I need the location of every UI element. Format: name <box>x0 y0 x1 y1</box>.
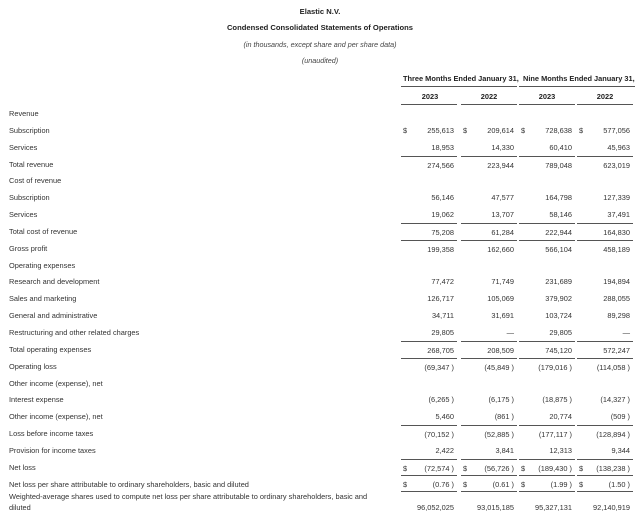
cell-value: — <box>506 327 514 337</box>
value-cell <box>519 189 575 206</box>
value-cell <box>461 492 517 518</box>
cell-value: (114,058 ) <box>596 362 630 372</box>
value-cell <box>461 307 517 324</box>
row-label: Total revenue <box>9 159 54 169</box>
table-row <box>0 425 640 442</box>
value-cell <box>519 442 575 459</box>
cell-value: 223,944 <box>487 160 514 170</box>
cell-value: (509 ) <box>610 412 630 422</box>
table-row <box>0 122 640 139</box>
value-cell <box>461 105 517 122</box>
cell-value: 2,422 <box>435 445 454 455</box>
value-cell <box>401 476 457 493</box>
cell-value: 77,472 <box>431 277 454 287</box>
value-cell <box>401 189 457 206</box>
table-row <box>0 324 640 341</box>
cell-value: 89,298 <box>607 311 630 321</box>
value-cell <box>577 358 633 375</box>
currency-symbol: $ <box>463 463 468 473</box>
value-cell <box>519 341 575 358</box>
value-cell <box>401 442 457 459</box>
value-cell <box>461 172 517 189</box>
row-label: Subscription <box>9 125 50 135</box>
cell-value: 56,146 <box>431 193 454 203</box>
value-cell <box>519 273 575 290</box>
currency-symbol: $ <box>403 125 408 135</box>
table-row <box>0 476 640 493</box>
cell-value: 29,805 <box>431 327 454 337</box>
cell-value: 255,613 <box>427 125 454 135</box>
value-cell <box>519 358 575 375</box>
cell-value: 127,339 <box>603 193 630 203</box>
cell-value: 231,689 <box>545 277 572 287</box>
table-row <box>0 408 640 425</box>
value-cell <box>577 307 633 324</box>
cell-value: 105,069 <box>487 294 514 304</box>
table-row <box>0 257 640 274</box>
value-cell <box>577 459 633 476</box>
table-row <box>0 391 640 408</box>
cell-value: 5,460 <box>435 412 454 422</box>
cell-value: 3,841 <box>495 445 514 455</box>
cell-value: 126,717 <box>427 294 454 304</box>
value-cell <box>401 408 457 425</box>
currency-symbol: $ <box>463 479 468 489</box>
cell-value: 199,358 <box>427 244 454 254</box>
value-cell <box>461 290 517 307</box>
currency-symbol: $ <box>579 125 584 135</box>
table-row <box>0 156 640 173</box>
value-cell <box>461 189 517 206</box>
table-row <box>0 105 640 122</box>
table-row <box>0 240 640 257</box>
cell-value: (69,347 ) <box>424 362 454 372</box>
row-label: Operating expenses <box>9 260 76 270</box>
value-cell <box>519 476 575 493</box>
value-cell <box>461 476 517 493</box>
currency-symbol: $ <box>579 479 584 489</box>
value-cell <box>461 324 517 341</box>
table-row <box>0 341 640 358</box>
row-label: Total cost of revenue <box>9 226 78 236</box>
statement-table <box>0 105 640 518</box>
cell-value: 12,313 <box>549 445 572 455</box>
company-name: Elastic N.V. <box>299 7 341 16</box>
table-row <box>0 442 640 459</box>
cell-value: 745,120 <box>545 345 572 355</box>
table-row <box>0 206 640 223</box>
cell-value: (0.76 ) <box>432 479 454 489</box>
cell-value: 58,146 <box>549 210 572 220</box>
value-cell <box>401 122 457 139</box>
row-label: Other income (expense), net <box>9 412 103 422</box>
audit-note: (unaudited) <box>301 56 339 65</box>
value-cell <box>461 139 517 156</box>
cell-value: 577,056 <box>603 125 630 135</box>
row-label: Services <box>9 210 38 220</box>
cell-value: 47,577 <box>491 193 514 203</box>
value-cell <box>519 408 575 425</box>
cell-value: 9,344 <box>611 445 630 455</box>
row-label: Total operating expenses <box>9 344 92 354</box>
cell-value: 274,566 <box>427 160 454 170</box>
cell-value: 75,208 <box>431 227 454 237</box>
cell-value: 789,048 <box>545 160 572 170</box>
value-cell <box>519 122 575 139</box>
row-label: Net loss per share attributable to ordinary shareholders, basic and diluted <box>9 479 249 489</box>
cell-value: 93,015,185 <box>477 503 514 513</box>
cell-value: 164,830 <box>603 227 630 237</box>
cell-value: 379,902 <box>545 294 572 304</box>
currency-symbol: $ <box>521 463 526 473</box>
cell-value: 34,711 <box>431 311 454 321</box>
value-cell <box>519 156 575 173</box>
cell-value: (179,016 ) <box>538 362 572 372</box>
period-rule-nine-months <box>519 86 635 87</box>
value-cell <box>461 391 517 408</box>
cell-value: 61,284 <box>491 227 514 237</box>
value-cell <box>519 240 575 257</box>
value-cell <box>401 172 457 189</box>
value-cell <box>401 206 457 223</box>
value-cell <box>461 273 517 290</box>
cell-value: 103,724 <box>545 311 572 321</box>
row-label: Net loss <box>9 462 36 472</box>
value-cell <box>401 156 457 173</box>
value-cell <box>519 324 575 341</box>
cell-value: (70,152 ) <box>424 430 454 440</box>
period-header-three-months: Three Months Ended January 31, <box>403 74 519 83</box>
value-cell <box>401 358 457 375</box>
cell-value: 95,327,131 <box>535 503 572 513</box>
value-cell <box>577 476 633 493</box>
value-cell <box>401 273 457 290</box>
statement-title: Condensed Consolidated Statements of Operations <box>226 23 414 32</box>
value-cell <box>577 442 633 459</box>
table-row <box>0 189 640 206</box>
value-cell <box>577 324 633 341</box>
cell-value: 96,052,025 <box>417 503 454 513</box>
cell-value: (18,875 ) <box>542 395 572 405</box>
table-row <box>0 273 640 290</box>
cell-value: 18,953 <box>431 142 454 152</box>
currency-symbol: $ <box>521 479 526 489</box>
row-label: Other income (expense), net <box>9 378 103 388</box>
value-cell <box>401 290 457 307</box>
value-cell <box>577 290 633 307</box>
value-cell <box>401 341 457 358</box>
cell-value: (56,726 ) <box>484 463 514 473</box>
value-cell <box>461 442 517 459</box>
table-row <box>0 139 640 156</box>
cell-value: (6,265 ) <box>428 395 454 405</box>
cell-value: 162,660 <box>487 244 514 254</box>
cell-value: 288,055 <box>603 294 630 304</box>
units-note: (in thousands, except share and per share data) <box>243 40 397 49</box>
value-cell <box>577 172 633 189</box>
cell-value: (1.50 ) <box>608 479 630 489</box>
row-label: Gross profit <box>9 243 48 253</box>
cell-value: (72,574 ) <box>424 463 454 473</box>
table-row <box>0 459 640 476</box>
value-cell <box>577 223 633 240</box>
year-header-2: 2022 <box>480 92 498 101</box>
value-cell <box>577 375 633 392</box>
cell-value: (14,327 ) <box>600 395 630 405</box>
cell-value: 60,410 <box>549 142 572 152</box>
value-cell <box>577 341 633 358</box>
table-row <box>0 492 640 518</box>
row-label: General and administrative <box>9 311 98 321</box>
currency-symbol: $ <box>463 125 468 135</box>
cell-value: 623,019 <box>603 160 630 170</box>
value-cell <box>519 223 575 240</box>
value-cell <box>461 358 517 375</box>
year-header-3: 2023 <box>538 92 556 101</box>
value-cell <box>401 307 457 324</box>
cell-value: (6,175 ) <box>488 395 514 405</box>
row-label: Restructuring and other related charges <box>9 327 140 337</box>
cell-value: 20,774 <box>549 412 572 422</box>
cell-value: (1.99 ) <box>550 479 572 489</box>
cell-value: (189,430 ) <box>538 463 572 473</box>
value-cell <box>519 307 575 324</box>
row-label: Operating loss <box>9 361 57 371</box>
value-cell <box>519 425 575 442</box>
value-cell <box>461 206 517 223</box>
table-row <box>0 358 640 375</box>
value-cell <box>577 257 633 274</box>
cell-value: 164,798 <box>545 193 572 203</box>
cell-value: (861 ) <box>494 412 514 422</box>
cell-value: 566,104 <box>545 244 572 254</box>
cell-value: 19,062 <box>431 210 454 220</box>
period-header-nine-months: Nine Months Ended January 31, <box>523 74 635 83</box>
cell-value: 37,491 <box>607 210 630 220</box>
value-cell <box>519 257 575 274</box>
table-row <box>0 172 640 189</box>
value-cell <box>401 375 457 392</box>
value-cell <box>519 105 575 122</box>
row-label: Subscription <box>9 193 50 203</box>
value-cell <box>577 156 633 173</box>
table-row <box>0 223 640 240</box>
value-cell <box>577 189 633 206</box>
row-label: Loss before income taxes <box>9 429 94 439</box>
cell-value: 208,509 <box>487 345 514 355</box>
cell-value: 268,705 <box>427 345 454 355</box>
currency-symbol: $ <box>579 463 584 473</box>
value-cell <box>519 206 575 223</box>
value-cell <box>401 223 457 240</box>
year-header-1: 2023 <box>421 92 439 101</box>
value-cell <box>577 425 633 442</box>
value-cell <box>401 324 457 341</box>
cell-value: (52,885 ) <box>484 430 514 440</box>
value-cell <box>401 105 457 122</box>
value-cell <box>401 257 457 274</box>
cell-value: — <box>622 327 630 337</box>
row-label: Weighted-average shares used to compute net loss per share attributable to ordinary shareholders, basic and diluted <box>9 492 368 512</box>
value-cell <box>461 459 517 476</box>
value-cell <box>519 172 575 189</box>
value-cell <box>519 375 575 392</box>
cell-value: 45,963 <box>607 142 630 152</box>
value-cell <box>461 240 517 257</box>
value-cell <box>401 240 457 257</box>
value-cell <box>577 206 633 223</box>
value-cell <box>461 156 517 173</box>
cell-value: 728,638 <box>545 125 572 135</box>
value-cell <box>461 257 517 274</box>
value-cell <box>519 139 575 156</box>
cell-value: 92,140,919 <box>593 503 630 513</box>
cell-value: (0.61 ) <box>492 479 514 489</box>
value-cell <box>519 290 575 307</box>
value-cell <box>519 459 575 476</box>
table-row <box>0 307 640 324</box>
row-label: Revenue <box>9 109 39 118</box>
currency-symbol: $ <box>521 125 526 135</box>
cell-value: 209,614 <box>487 125 514 135</box>
value-cell <box>577 408 633 425</box>
value-cell <box>577 139 633 156</box>
cell-value: (138,238 ) <box>596 463 630 473</box>
row-label: Research and development <box>9 277 100 287</box>
value-cell <box>577 492 633 518</box>
value-cell <box>577 273 633 290</box>
cell-value: 29,805 <box>549 327 572 337</box>
value-cell <box>401 391 457 408</box>
cell-value: 31,691 <box>491 311 514 321</box>
cell-value: 458,189 <box>603 244 630 254</box>
cell-value: (45,849 ) <box>484 362 514 372</box>
value-cell <box>401 492 457 518</box>
table-row <box>0 375 640 392</box>
cell-value: 71,749 <box>491 277 514 287</box>
table-row <box>0 290 640 307</box>
currency-symbol: $ <box>403 479 408 489</box>
value-cell <box>401 425 457 442</box>
row-label: Sales and marketing <box>9 294 77 304</box>
value-cell <box>461 375 517 392</box>
value-cell <box>461 408 517 425</box>
currency-symbol: $ <box>403 463 408 473</box>
cell-value: (128,894 ) <box>596 430 630 440</box>
value-cell <box>401 459 457 476</box>
value-cell <box>461 425 517 442</box>
value-cell <box>461 223 517 240</box>
row-label: Cost of revenue <box>9 176 62 186</box>
period-rule-three-months <box>401 86 517 87</box>
value-cell <box>577 391 633 408</box>
value-cell <box>577 122 633 139</box>
cell-value: (177,117 ) <box>538 430 572 440</box>
value-cell <box>461 341 517 358</box>
value-cell <box>461 122 517 139</box>
row-label: Services <box>9 142 38 152</box>
year-header-4: 2022 <box>596 92 614 101</box>
row-label: Interest expense <box>9 395 64 405</box>
cell-value: 13,707 <box>491 210 514 220</box>
value-cell <box>401 139 457 156</box>
cell-value: 222,944 <box>545 227 572 237</box>
value-cell <box>577 105 633 122</box>
cell-value: 572,247 <box>603 345 630 355</box>
row-label: Provision for income taxes <box>9 445 96 455</box>
value-cell <box>519 391 575 408</box>
cell-value: 14,330 <box>491 142 514 152</box>
value-cell <box>577 240 633 257</box>
cell-value: 194,894 <box>603 277 630 287</box>
value-cell <box>519 492 575 518</box>
